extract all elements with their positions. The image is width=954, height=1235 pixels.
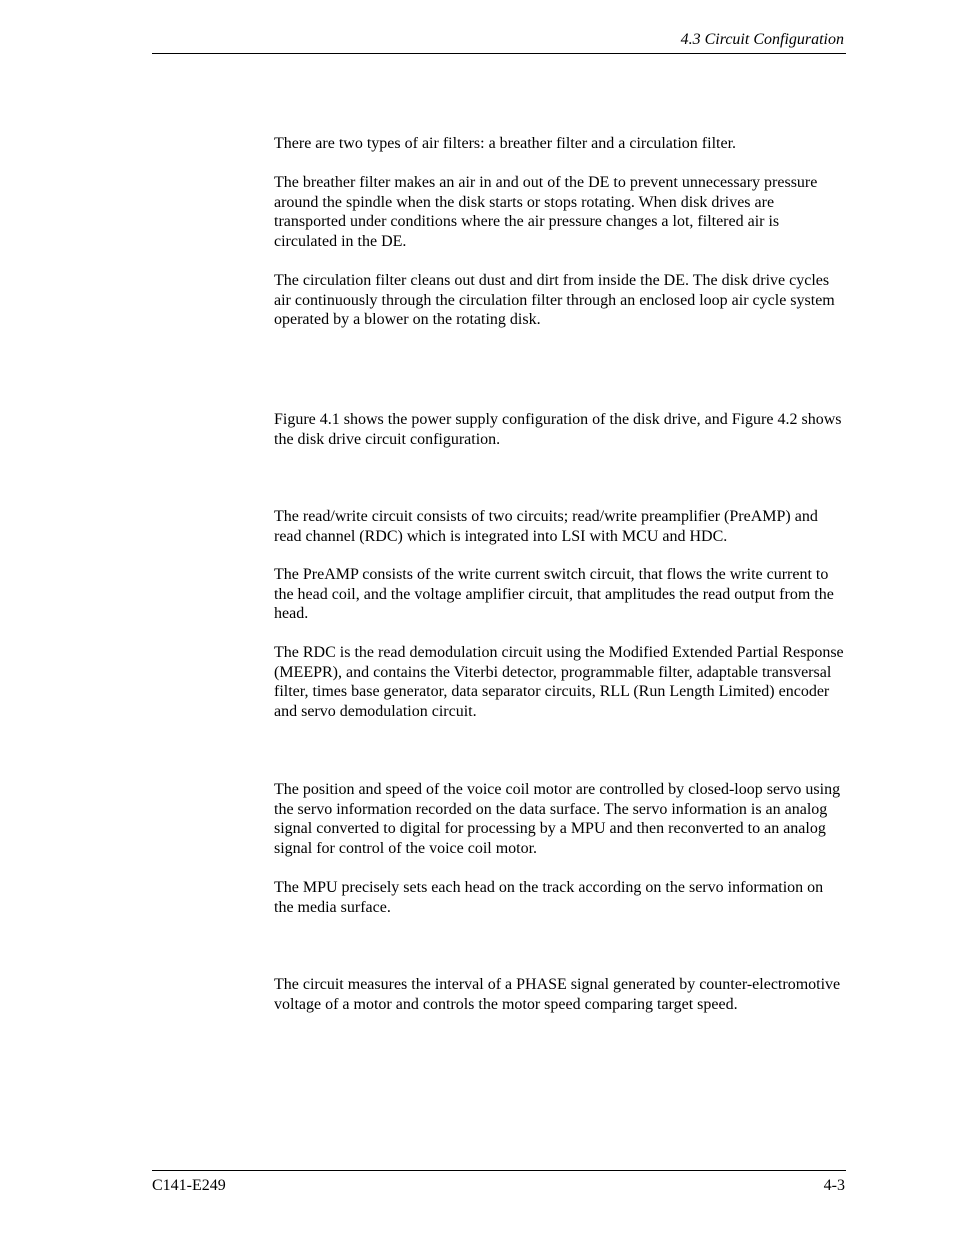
paragraph-air-filter-types: There are two types of air filters: a breather filter and a circulation filter. — [274, 135, 737, 152]
header-rule — [152, 53, 846, 54]
paragraph-circuit-figures: Figure 4.1 shows the power supply configuration of the disk drive, and Figure 4.2 shows the disk drive circuit configuration. — [274, 411, 842, 448]
paragraph-preamp: The PreAMP consists of the write current switch circuit, that flows the write current to the head coil, and the voltage amplifier circuit, that amplitudes the read output from the head. — [274, 566, 834, 623]
paragraph-rdc: The RDC is the read demodulation circuit using the Modified Extended Partial Response (MEEPR), and contains the Viterbi detector, programmable filter, adaptable transversal filter, times base generator, data separator circuits, RLL (Run Length Limited) encoder and servo demodulation circuit. — [274, 644, 844, 721]
paragraph-breather-filter: The breather filter makes an air in and out of the DE to prevent unnecessary pressure around the spindle when the disk starts or stops rotating. When disk drives are transported under conditions where the air pressure changes a lot, filtered air is circulated in the DE. — [274, 174, 818, 251]
page-header-title: 4.3 Circuit Configuration — [680, 31, 844, 48]
footer-rule — [152, 1170, 846, 1171]
paragraph-read-write-circuit: The read/write circuit consists of two circuits; read/write preamplifier (PreAMP) and read channel (RDC) which is integrated into LSI with MCU and HDC. — [274, 508, 818, 545]
footer-document-code: C141-E249 — [152, 1177, 226, 1194]
paragraph-circulation-filter: The circulation filter cleans out dust and dirt from inside the DE. The disk drive cycles air continuously through the circulation filter through an enclosed loop air cycle system operated by a blower on the rotating disk. — [274, 272, 835, 329]
paragraph-servo-control: The position and speed of the voice coil motor are controlled by closed-loop servo using the servo information recorded on the data surface. The servo information is an analog signal converted to digital for processing by a MPU and then reconverted to an analog signal for control of the voice coil motor. — [274, 781, 841, 858]
paragraph-motor-speed-circuit: The circuit measures the interval of a PHASE signal generated by counter-electromotive voltage of a motor and controls the motor speed comparing target speed. — [274, 976, 841, 1013]
paragraph-mpu-head-positioning: The MPU precisely sets each head on the track according on the servo information on the media surface. — [274, 879, 824, 916]
footer-page-number: 4-3 — [823, 1177, 845, 1194]
